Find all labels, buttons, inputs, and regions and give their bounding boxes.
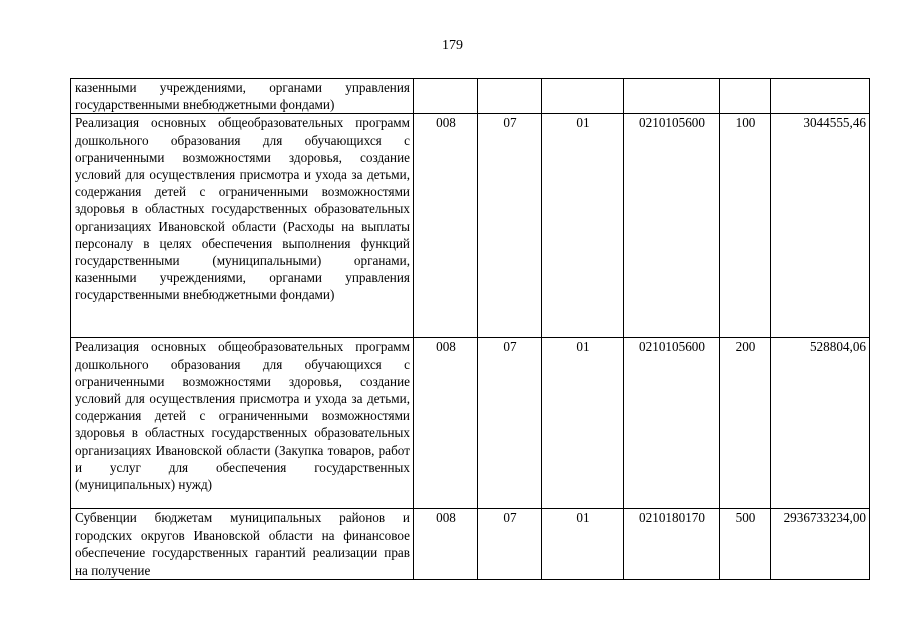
cell-section: 07 [478, 338, 542, 509]
cell-subsection [542, 79, 624, 114]
table-row [71, 114, 870, 338]
row-description: Субвенции бюджетам муниципальных районов и городских округов Ивановской области на финансовое обеспечение государственных гарантий реализации прав на получение [71, 509, 414, 580]
page-number: 179 [442, 38, 463, 53]
cell-target-article: 0210180170 [624, 509, 720, 580]
cell-amount: 528804,06 [771, 338, 870, 509]
cell-ministry-code: 008 [414, 338, 478, 509]
cell-ministry-code: 008 [414, 114, 478, 338]
cell-ministry-code: 008 [414, 509, 478, 580]
cell-subsection: 01 [542, 114, 624, 338]
cell-amount: 2936733234,00 [771, 509, 870, 580]
cell-target-article [624, 79, 720, 114]
table-row [71, 338, 870, 509]
cell-expense-type: 200 [720, 338, 771, 509]
cell-amount [771, 79, 870, 114]
row-description: казенными учреждениями, органами управления государственными внебюджетными фондами) [71, 79, 414, 114]
cell-section [478, 79, 542, 114]
row-description: Реализация основных общеобразовательных программ дошкольного образования для обучающихся с ограниченными возможностями здоровья, создание условий для осуществления присмотра и ухода за детьми, содержания детей с ограниченными возможностями здоровья в областных государственных образовательных организациях Ивановской области (Расходы на выплаты персоналу в целях обеспечения выполнения функций государственными (муниципальными) органами, казенными учреждениями, органами управления государственными внебюджетными фондами) [71, 114, 414, 338]
cell-ministry-code [414, 79, 478, 114]
cell-subsection: 01 [542, 509, 624, 580]
cell-section: 07 [478, 509, 542, 580]
cell-section: 07 [478, 114, 542, 338]
row-description: Реализация основных общеобразовательных программ дошкольного образования для обучающихся с ограниченными возможностями здоровья, создание условий для осуществления присмотра и ухода за детьми, содержания детей с ограниченными возможностями здоровья в областных государственных образовательных организациях Ивановской области (Закупка товаров, работ и услуг для обеспечения государственных (муниципальных) нужд) [71, 338, 414, 509]
table-row [71, 509, 870, 580]
cell-target-article: 0210105600 [624, 338, 720, 509]
cell-expense-type [720, 79, 771, 114]
budget-table [70, 78, 870, 580]
cell-expense-type: 100 [720, 114, 771, 338]
table-row [71, 79, 870, 114]
cell-subsection: 01 [542, 338, 624, 509]
cell-amount: 3044555,46 [771, 114, 870, 338]
cell-expense-type: 500 [720, 509, 771, 580]
cell-target-article: 0210105600 [624, 114, 720, 338]
